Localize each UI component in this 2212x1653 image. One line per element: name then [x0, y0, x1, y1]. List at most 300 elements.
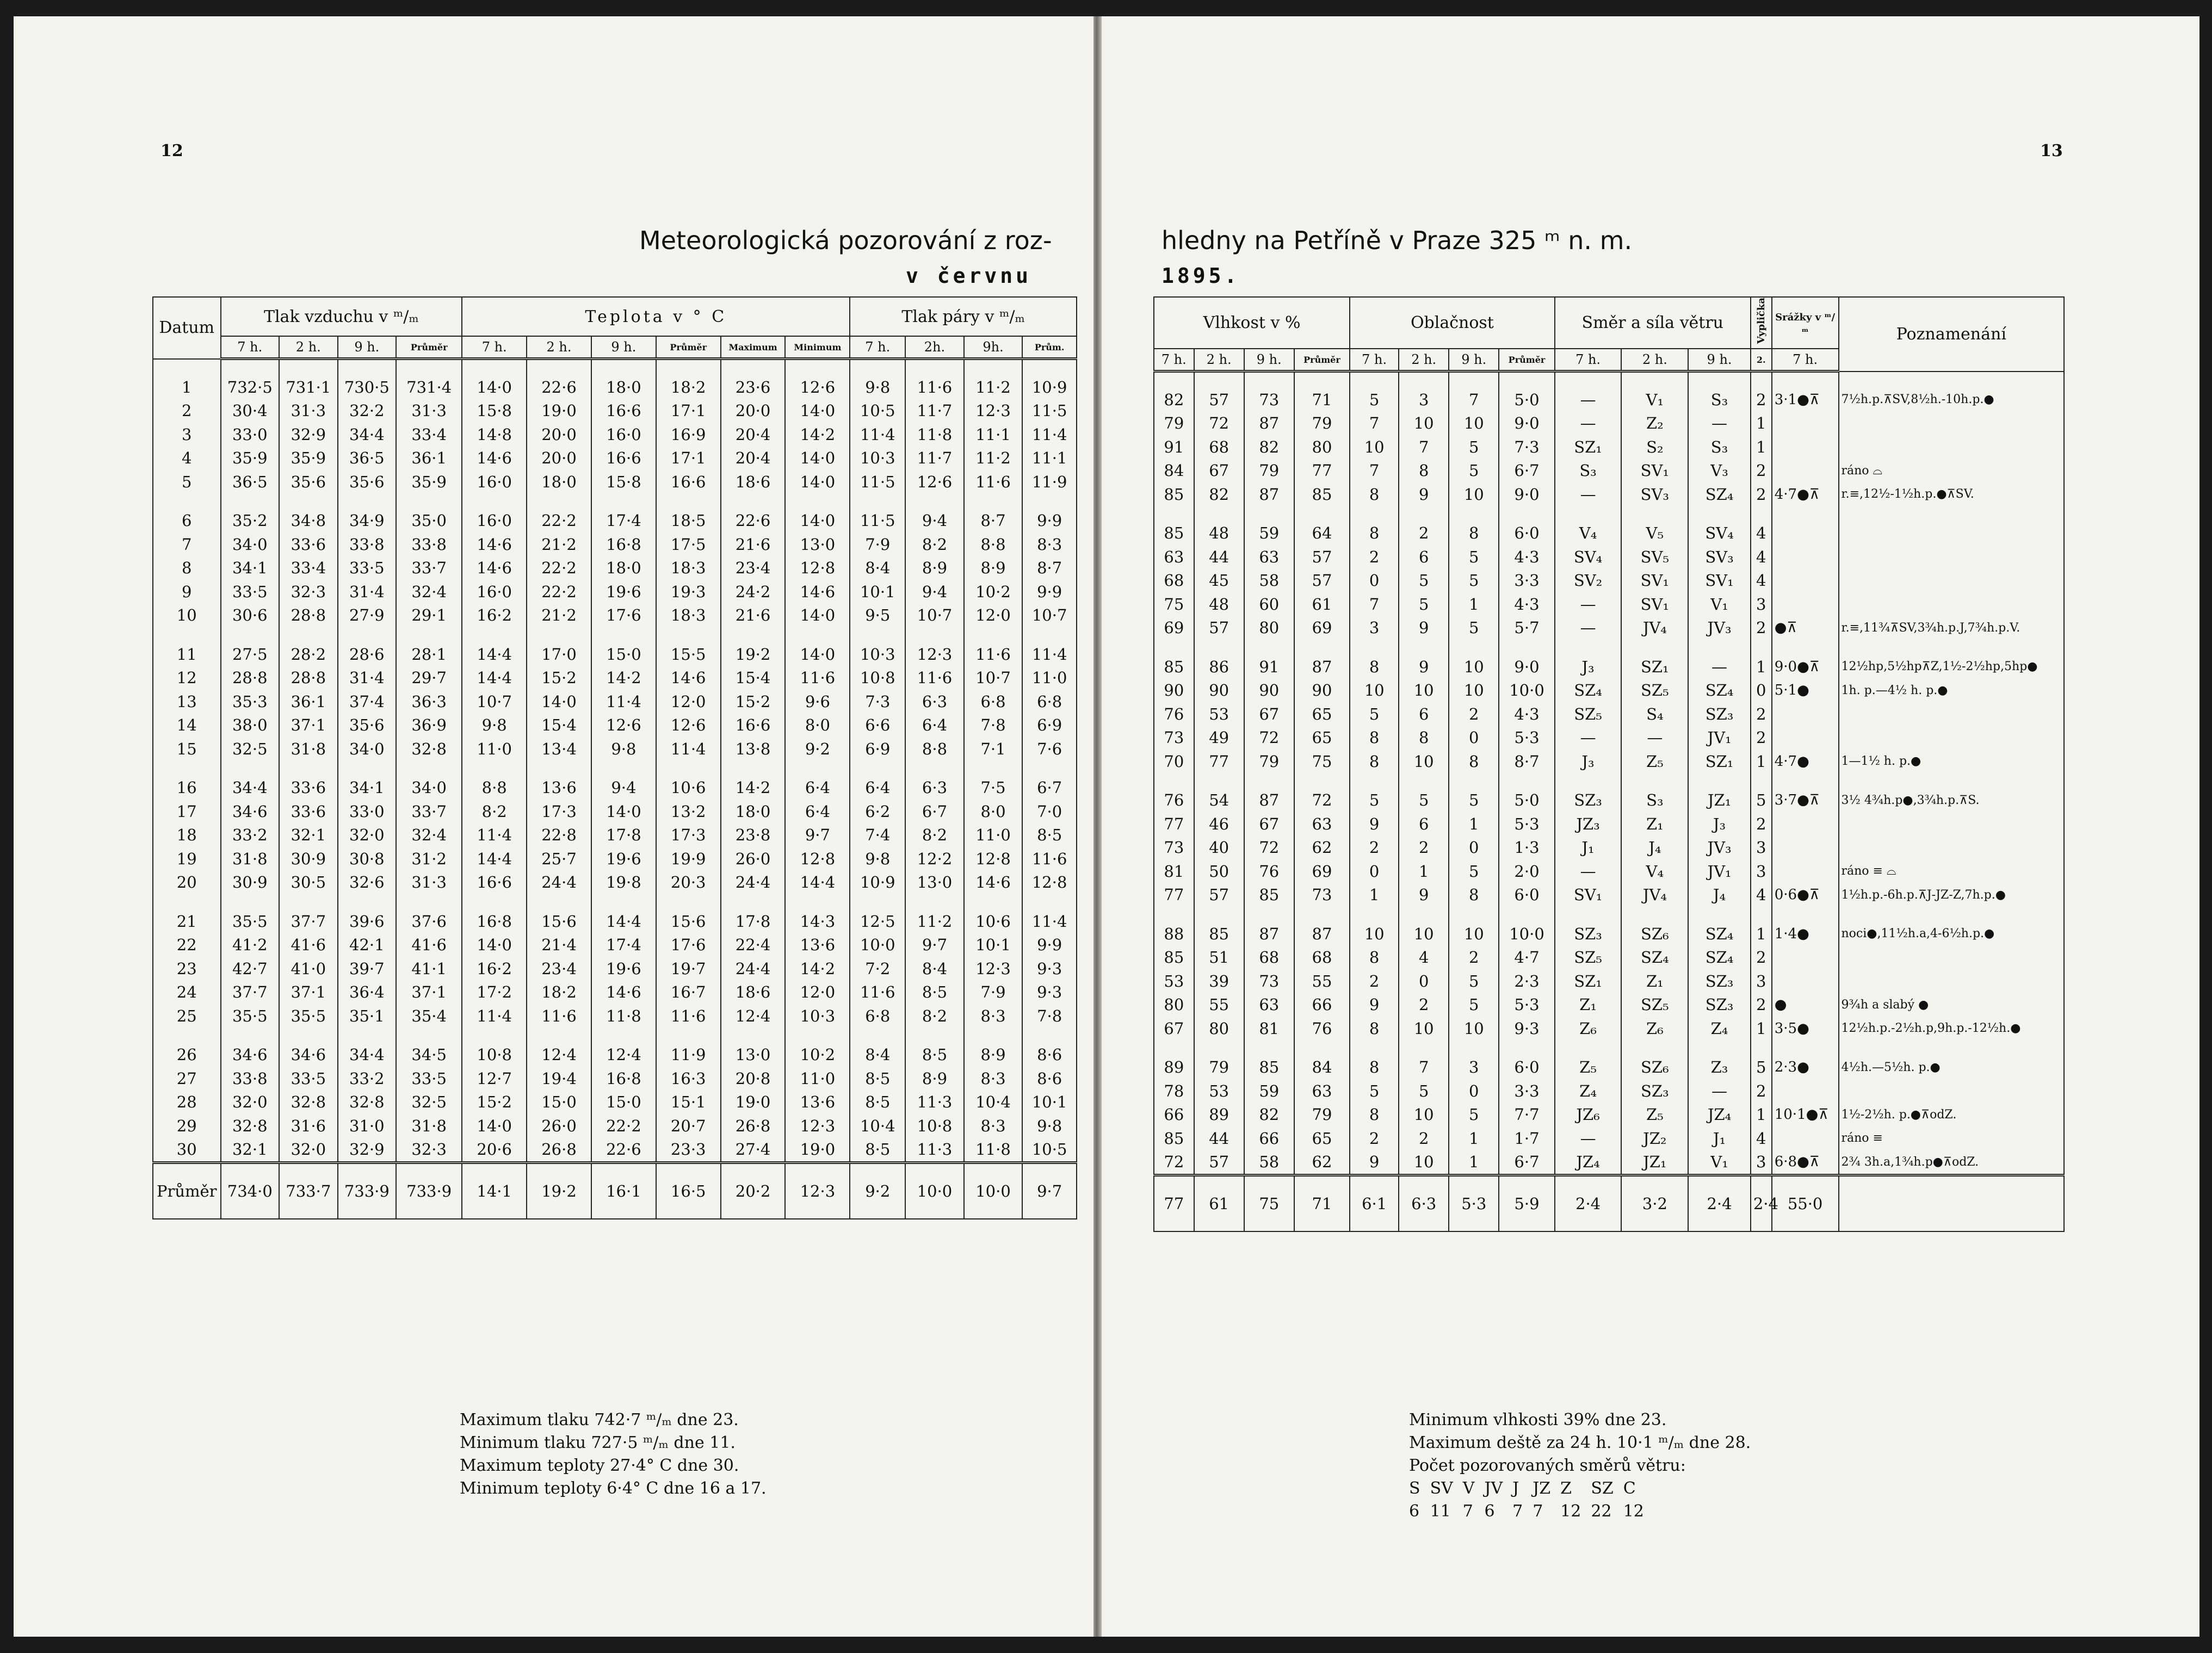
- table-cell: 22·6: [721, 494, 786, 533]
- table-cell: —: [1688, 1079, 1751, 1103]
- table-cell: JV₁: [1688, 726, 1751, 750]
- table-cell: SZ₄: [1688, 907, 1751, 946]
- table-cell: 36·3: [396, 690, 462, 714]
- table-cell: r.≡,12½-1½h.p.●⊼SV.: [1839, 482, 2065, 506]
- spacer-cell: [1499, 372, 1554, 388]
- table-cell: 18·0: [591, 375, 656, 399]
- table-cell: 11·8: [591, 1004, 656, 1028]
- table-cell: 2: [1399, 993, 1449, 1017]
- table-cell: 59: [1244, 1079, 1294, 1103]
- table-cell: 25·7: [527, 847, 591, 871]
- table-cell: 12·8: [1022, 871, 1077, 895]
- table-cell: Z₅: [1555, 1041, 1622, 1080]
- table-cell: 3: [1350, 616, 1399, 640]
- table-cell: ráno ⌓: [1839, 459, 2065, 483]
- table-cell: S₄: [1621, 702, 1688, 726]
- table-cell: 39·6: [338, 894, 397, 933]
- table-cell: 5: [1449, 435, 1499, 459]
- table-cell: 11·5: [850, 494, 905, 533]
- table-cell: 11·4: [462, 1004, 527, 1028]
- table-cell: 53: [1194, 702, 1244, 726]
- subheader: 7 h.: [462, 336, 527, 359]
- table-cell: 68: [1294, 946, 1350, 970]
- wind-count: 7: [1462, 1502, 1473, 1521]
- table-cell: 36·5: [338, 447, 397, 470]
- table-cell: 84: [1154, 459, 1194, 483]
- table-cell: 16·6: [591, 399, 656, 423]
- subheader: 7 h.: [1350, 349, 1399, 372]
- table-cell: 9·4: [905, 494, 964, 533]
- header-temperature: Teplota v ° C: [462, 297, 850, 336]
- table-cell: SV₁: [1621, 569, 1688, 593]
- spacer-cell: [1751, 372, 1772, 388]
- table-row: [1154, 545, 2064, 569]
- table-cell: 10: [1449, 679, 1499, 703]
- table-cell: 9·7: [905, 933, 964, 957]
- table-row: [1154, 773, 2064, 813]
- table-cell: 7·9: [964, 981, 1023, 1005]
- table-cell: 10: [1399, 412, 1449, 436]
- table-cell: 36·4: [338, 981, 397, 1005]
- table-cell: 16·0: [462, 580, 527, 604]
- table-cell: 85: [1154, 506, 1194, 546]
- average-cell: 19·2: [527, 1163, 591, 1219]
- wind-direction: J: [1512, 1479, 1519, 1498]
- table-cell: 58: [1244, 569, 1294, 593]
- table-cell: 62: [1294, 1150, 1350, 1175]
- table-cell: JZ₁: [1688, 773, 1751, 813]
- table-cell: 22·6: [591, 1138, 656, 1163]
- header-vapour-pressure: Tlak páry v ᵐ/ₘ: [850, 297, 1077, 336]
- table-cell: 90: [1154, 679, 1194, 703]
- table-cell: 19: [153, 847, 221, 871]
- table-cell: 1: [1751, 435, 1772, 459]
- table-cell: 51: [1194, 946, 1244, 970]
- table-cell: 10·2: [785, 1028, 850, 1067]
- table-cell: 2: [1350, 836, 1399, 860]
- table-cell: SV₁: [1621, 592, 1688, 616]
- table-cell: 22·2: [527, 580, 591, 604]
- table-cell: [1839, 946, 2065, 970]
- table-cell: 34·0: [338, 737, 397, 761]
- table-cell: ●: [1772, 993, 1839, 1017]
- table-cell: 87: [1244, 773, 1294, 813]
- table-cell: J₃: [1555, 640, 1622, 679]
- header-pressure: Tlak vzduchu v ᵐ/ₘ: [221, 297, 462, 336]
- table-cell: 11·2: [905, 894, 964, 933]
- table-cell: 8·2: [905, 824, 964, 847]
- table-cell: 8: [1399, 726, 1449, 750]
- wind-count-table: [1409, 1477, 1654, 1523]
- table-cell: 63: [1294, 812, 1350, 836]
- table-cell: 34·9: [338, 494, 397, 533]
- table-cell: 67: [1244, 812, 1294, 836]
- table-cell: 12·4: [721, 1004, 786, 1028]
- table-cell: [1839, 545, 2065, 569]
- table-cell: V₄: [1621, 859, 1688, 883]
- table-cell: 34·6: [221, 1028, 280, 1067]
- table-cell: 3: [1751, 836, 1772, 860]
- table-cell: 65: [1294, 702, 1350, 726]
- table-cell: 5: [1751, 773, 1772, 813]
- table-cell: 41·6: [396, 933, 462, 957]
- table-cell: 8·6: [1022, 1028, 1077, 1067]
- table-cell: 9·8: [850, 847, 905, 871]
- table-cell: 8·4: [905, 957, 964, 981]
- table-cell: 8·2: [905, 533, 964, 556]
- table-cell: 57: [1194, 883, 1244, 907]
- header-humidity: Vlhkost v %: [1154, 297, 1350, 349]
- average-cell: 9·7: [1022, 1163, 1077, 1219]
- table-cell: 35·9: [396, 470, 462, 494]
- table-cell: 7·7: [1499, 1103, 1554, 1127]
- table-cell: V₅: [1621, 506, 1688, 546]
- table-cell: 14·3: [785, 894, 850, 933]
- table-cell: 6: [1399, 702, 1449, 726]
- wind-direction: V: [1462, 1479, 1475, 1498]
- table-cell: 8·7: [1499, 750, 1554, 773]
- table-row: [1154, 702, 2064, 726]
- table-row: [1154, 569, 2064, 593]
- average-cell: 2·4: [1688, 1175, 1751, 1232]
- table-cell: 10·1●⊼: [1772, 1103, 1839, 1127]
- average-cell: 2·4: [1751, 1175, 1772, 1232]
- table-row: [153, 470, 1077, 494]
- table-cell: 731·4: [396, 375, 462, 399]
- table-cell: JZ₄: [1688, 1103, 1751, 1127]
- table-cell: 11·6: [1022, 847, 1077, 871]
- table-cell: S₂: [1621, 435, 1688, 459]
- table-cell: [1772, 859, 1839, 883]
- table-cell: 23·6: [721, 375, 786, 399]
- table-cell: 36·5: [221, 470, 280, 494]
- table-cell: 1: [1751, 1017, 1772, 1041]
- table-cell: 2: [1399, 836, 1449, 860]
- table-cell: 14·6: [462, 556, 527, 580]
- table-cell: 90: [1244, 679, 1294, 703]
- table-cell: 6·3: [905, 690, 964, 714]
- table-cell: 68: [1154, 569, 1194, 593]
- table-row: [153, 1091, 1077, 1115]
- table-cell: 39·7: [338, 957, 397, 981]
- table-cell: [1839, 1079, 2065, 1103]
- table-cell: SZ₄: [1555, 679, 1622, 703]
- table-cell: 5: [1399, 1079, 1449, 1103]
- table-cell: 6·9: [850, 737, 905, 761]
- table-cell: 4½h.—5½h. p.●: [1839, 1041, 2065, 1080]
- table-cell: 8·2: [905, 1004, 964, 1028]
- table-cell: 16·2: [462, 957, 527, 981]
- table-cell: 7: [153, 533, 221, 556]
- table-cell: —: [1555, 482, 1622, 506]
- average-cell: 5·3: [1449, 1175, 1499, 1232]
- table-cell: [1839, 702, 2065, 726]
- spacer-cell: [153, 359, 221, 376]
- table-cell: 5·0: [1499, 773, 1554, 813]
- table-cell: 89: [1194, 1103, 1244, 1127]
- table-cell: 10·8: [905, 1114, 964, 1138]
- table-cell: 35·2: [221, 494, 280, 533]
- table-cell: 0: [1350, 569, 1399, 593]
- table-cell: 21·2: [527, 533, 591, 556]
- table-cell: 18·3: [656, 556, 721, 580]
- subheader: Průměr: [1294, 349, 1350, 372]
- table-cell: 73: [1244, 388, 1294, 412]
- average-cell: 2·4: [1555, 1175, 1622, 1232]
- table-cell: 35·1: [338, 1004, 397, 1028]
- table-cell: 80: [1154, 993, 1194, 1017]
- table-cell: 36·1: [396, 447, 462, 470]
- subheader: 9 h.: [591, 336, 656, 359]
- table-cell: 16·0: [591, 423, 656, 447]
- table-cell: 15·4: [721, 666, 786, 690]
- table-cell: [1772, 969, 1839, 993]
- table-cell: 11·6: [905, 375, 964, 399]
- table-cell: 82: [1244, 435, 1294, 459]
- table-cell: 1: [1751, 750, 1772, 773]
- table-cell: 5: [1399, 592, 1449, 616]
- table-row: [153, 1114, 1077, 1138]
- table-cell: 2: [1449, 702, 1499, 726]
- table-cell: 31·3: [279, 399, 338, 423]
- table-cell: 14·8: [462, 423, 527, 447]
- table-cell: J₄: [1621, 836, 1688, 860]
- subheader: 7 h.: [1772, 349, 1839, 372]
- table-cell: SZ₁: [1688, 750, 1751, 773]
- table-cell: 76: [1244, 859, 1294, 883]
- table-cell: SZ₆: [1621, 907, 1688, 946]
- table-cell: 8·6: [1022, 1067, 1077, 1091]
- table-row: [153, 627, 1077, 666]
- table-cell: 5: [1449, 1103, 1499, 1127]
- table-cell: 19·0: [721, 1091, 786, 1115]
- table-cell: Z₂: [1621, 412, 1688, 436]
- table-cell: 0: [1449, 726, 1499, 750]
- table-cell: 11·6: [656, 1004, 721, 1028]
- table-cell: 4: [1751, 569, 1772, 593]
- table-cell: 62: [1294, 836, 1350, 860]
- table-cell: 12·3: [964, 957, 1023, 981]
- table-cell: 57: [1194, 388, 1244, 412]
- spacer-cell: [591, 359, 656, 376]
- table-cell: 14·4: [462, 666, 527, 690]
- table-cell: 72: [1294, 773, 1350, 813]
- table-cell: 7: [1399, 1041, 1449, 1080]
- table-cell: 37·4: [338, 690, 397, 714]
- subheader: 9 h.: [1449, 349, 1499, 372]
- table-cell: 7: [1350, 412, 1399, 436]
- table-row: [1154, 640, 2064, 679]
- table-cell: 8: [1350, 506, 1399, 546]
- table-cell: 85: [1294, 482, 1350, 506]
- table-cell: 33·5: [279, 1067, 338, 1091]
- table-cell: 10·0: [850, 933, 905, 957]
- table-cell: 9·0: [1499, 482, 1554, 506]
- table-cell: 31·4: [338, 666, 397, 690]
- table-cell: —: [1555, 616, 1622, 640]
- table-cell: [1839, 836, 2065, 860]
- table-cell: 13·6: [527, 761, 591, 800]
- table-cell: 11·0: [1022, 666, 1077, 690]
- table-row: [1154, 435, 2064, 459]
- table-row: [153, 447, 1077, 470]
- table-cell: 29: [153, 1114, 221, 1138]
- table-cell: 28·8: [221, 666, 280, 690]
- table-cell: 42·1: [338, 933, 397, 957]
- table-cell: 2¾ 3h.a,1¾h.p●⊼odZ.: [1839, 1150, 2065, 1175]
- table-cell: 11·1: [1022, 447, 1077, 470]
- table-cell: 24·4: [527, 871, 591, 895]
- table-cell: 73: [1154, 726, 1194, 750]
- table-cell: 8·5: [1022, 824, 1077, 847]
- spacer-cell: [785, 359, 850, 376]
- table-cell: 11·0: [785, 1067, 850, 1091]
- table-cell: 14·0: [462, 375, 527, 399]
- table-cell: 16·6: [591, 447, 656, 470]
- table-cell: 32·5: [396, 1091, 462, 1115]
- table-cell: 0: [1399, 969, 1449, 993]
- table-cell: 67: [1154, 1017, 1194, 1041]
- table-cell: 33·6: [279, 761, 338, 800]
- table-cell: 3·3: [1499, 569, 1554, 593]
- table-cell: 1½h.p.-6h.p.⊼J-JZ-Z,7h.p.●: [1839, 883, 2065, 907]
- table-cell: 8: [1350, 1017, 1399, 1041]
- table-cell: 34·4: [338, 423, 397, 447]
- table-cell: SV₁: [1688, 569, 1751, 593]
- table-cell: 69: [1154, 616, 1194, 640]
- table-cell: 53: [1154, 969, 1194, 993]
- spacer-cell: [1294, 372, 1350, 388]
- table-cell: 38·0: [221, 714, 280, 738]
- table-cell: 8·5: [850, 1067, 905, 1091]
- table-cell: 9·9: [1022, 494, 1077, 533]
- table-cell: [1839, 969, 2065, 993]
- table-row: [1154, 750, 2064, 773]
- table-cell: 17·8: [721, 894, 786, 933]
- table-cell: 8·7: [964, 494, 1023, 533]
- table-cell: 10·3: [850, 447, 905, 470]
- table-cell: 3: [1751, 969, 1772, 993]
- table-row: [153, 894, 1077, 933]
- average-cell: 734·0: [221, 1163, 280, 1219]
- table-cell: —: [1555, 859, 1622, 883]
- table-cell: 32·8: [338, 1091, 397, 1115]
- average-cell: 6·3: [1399, 1175, 1449, 1232]
- table-cell: 18·6: [721, 981, 786, 1005]
- table-cell: 6·4: [850, 761, 905, 800]
- table-cell: 30·8: [338, 847, 397, 871]
- table-cell: 10·7: [905, 604, 964, 628]
- spacer-cell: [396, 359, 462, 376]
- table-row: [1154, 1150, 2064, 1175]
- table-cell: 57: [1194, 1150, 1244, 1175]
- table-cell: 15·1: [656, 1091, 721, 1115]
- table-cell: 27·4: [721, 1138, 786, 1163]
- table-cell: 63: [1244, 545, 1294, 569]
- table-cell: —: [1621, 726, 1688, 750]
- table-cell: 90: [1194, 679, 1244, 703]
- table-cell: 17·3: [656, 824, 721, 847]
- table-cell: 19·3: [656, 580, 721, 604]
- table-cell: 12·8: [785, 847, 850, 871]
- table-cell: 15·2: [462, 1091, 527, 1115]
- table-cell: 3: [153, 423, 221, 447]
- table-cell: 2: [1399, 1126, 1449, 1150]
- average-cell: 14·1: [462, 1163, 527, 1219]
- spacer-cell: [527, 359, 591, 376]
- table-cell: 23·4: [721, 556, 786, 580]
- table-cell: [1772, 1079, 1839, 1103]
- table-cell: Z₁: [1621, 969, 1688, 993]
- table-cell: 8·0: [964, 800, 1023, 824]
- table-cell: 6·8●⊼: [1772, 1150, 1839, 1175]
- table-cell: 28·8: [279, 666, 338, 690]
- table-cell: 19·7: [656, 957, 721, 981]
- table-cell: 18·0: [527, 470, 591, 494]
- table-cell: 17·5: [656, 533, 721, 556]
- wind-direction: Z: [1560, 1479, 1572, 1498]
- table-cell: 10·6: [964, 894, 1023, 933]
- table-cell: 67: [1244, 702, 1294, 726]
- table-cell: 29·7: [396, 666, 462, 690]
- table-cell: 85: [1154, 640, 1194, 679]
- table-cell: 10: [1449, 412, 1499, 436]
- subheader: 9 h.: [1688, 349, 1751, 372]
- table-cell: JZ₂: [1621, 1126, 1688, 1150]
- table-cell: 34·1: [338, 761, 397, 800]
- table-cell: 32·1: [279, 824, 338, 847]
- table-cell: [1839, 726, 2065, 750]
- table-cell: 7·6: [1022, 737, 1077, 761]
- table-cell: 42·7: [221, 957, 280, 981]
- table-cell: 17·6: [656, 933, 721, 957]
- table-cell: 32·3: [279, 580, 338, 604]
- table-cell: 26·0: [527, 1114, 591, 1138]
- table-cell: [1772, 506, 1839, 546]
- table-cell: 63: [1154, 545, 1194, 569]
- table-cell: 11·8: [964, 1138, 1023, 1163]
- table-cell: [1839, 506, 2065, 546]
- table-cell: 36·1: [279, 690, 338, 714]
- table-cell: 29·1: [396, 604, 462, 628]
- table-cell: 14·4: [591, 894, 656, 933]
- table-cell: 58: [1244, 1150, 1294, 1175]
- table-cell: 32·1: [221, 1138, 280, 1163]
- average-row: [153, 1163, 1077, 1219]
- table-cell: 3½ 4¾h.p●,3¾h.p.⊼S.: [1839, 773, 2065, 813]
- table-cell: 11·3: [905, 1138, 964, 1163]
- table-cell: 9·4: [905, 580, 964, 604]
- table-cell: 44: [1194, 1126, 1244, 1150]
- table-cell: 8·5: [905, 1028, 964, 1067]
- table-row: [1154, 1017, 2064, 1041]
- table-cell: 8·4: [850, 1028, 905, 1067]
- table-cell: 2: [1751, 616, 1772, 640]
- table-cell: 8·9: [905, 1067, 964, 1091]
- table-cell: 9·0: [1499, 640, 1554, 679]
- footer-line: Maximum deště za 24 h. 10·1 ᵐ/ₘ dne 28.: [1409, 1433, 1751, 1452]
- spacer-cell: [905, 359, 964, 376]
- table-cell: 2: [1751, 726, 1772, 750]
- table-cell: 50: [1194, 859, 1244, 883]
- spacer-cell: [462, 359, 527, 376]
- subheader: 9 h.: [1244, 349, 1294, 372]
- table-cell: V₃: [1688, 459, 1751, 483]
- spacer-cell: [1555, 372, 1622, 388]
- spacer-cell: [279, 359, 338, 376]
- table-cell: 32·8: [221, 1114, 280, 1138]
- subheader: 9 h.: [338, 336, 397, 359]
